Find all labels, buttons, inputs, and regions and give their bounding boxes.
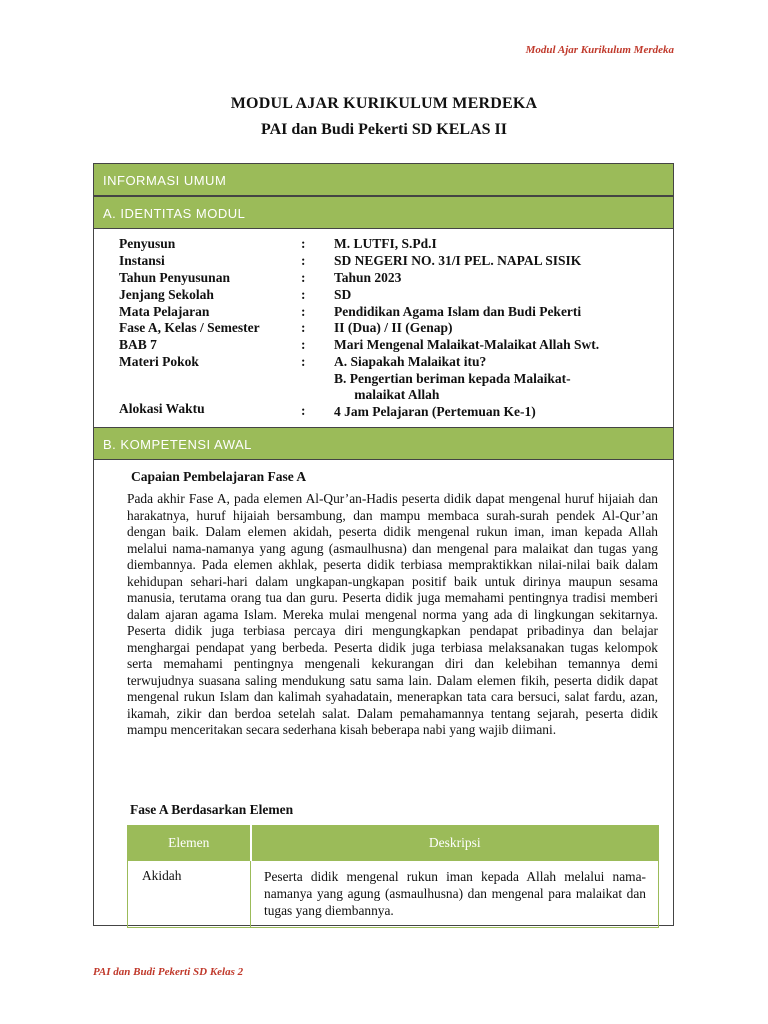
document-title: MODUL AJAR KURIKULUM MERDEKA [230,95,538,112]
identitas-label: BAB 7 [119,337,157,352]
table-header-elemen: Elemen [128,826,251,861]
identitas-colon: : [301,354,306,369]
table-cell-elemen: Akidah [128,861,251,928]
identitas-value: SD [334,287,352,302]
running-footer: PAI dan Budi Pekerti SD Kelas 2 [93,966,244,978]
table-row [128,861,659,928]
identitas-value: II (Dua) / II (Genap) [334,320,453,335]
identitas-value: 4 Jam Pelajaran (Pertemuan Ke-1) [334,404,536,419]
identitas-colon: : [301,287,306,302]
cp-paragraph: Pada akhir Fase A, pada elemen Al-Qur’an-Hadis peserta didik dapat mengenal huruf hijaiah dan harakatnya, huruf hijaiah bersambung, dan mampu membaca surah-surah pendek Al-Qur’an dengan baik. Dalam elemen akidah, peserta didik mengenal rukun iman, iman kepada Allah melalui nama-namanya yang agung (asmaulhusna) dan mengenal para malaikat dan tugas yang diembannya. Pada elemen akhlak, peserta didik terbiasa mempraktikkan nilai-nilai baik dalam kehidupan sehari-hari dalam ungkapan-ungkapan positif baik untuk dirinya maupun sesama manusia, terutama orang tua dan guru. Peserta didik juga memahami pentingnya tradisi memberi dalam ajaran agama Islam. Mereka mulai mengenal norma yang ada di lingkungan sekitarnya. Peserta didik juga terbiasa percaya diri mengungkapkan pendapat pribadinya dan belajar menghargai pendapat yang berbeda. Peserta didik juga terbiasa melaksanakan tugas kelompok serta memahami pentingnya mengenali kekurangan diri dan kelebihan temannya demi terwujudnya suasana saling mendukung satu sama lain. Dalam elemen fikih, peserta didik dapat mengenal rukun Islam dan kalimah syahadatain, menerapkan tata cara bersuci, salat fardu, azan, ikamah, zikir dan berdoa setelah salat. Dalam pemahamannya tentang sejarah, peserta didik mampu menceritakan secara sederhana kisah beberapa nabi yang wajib diimani. [127,491,658,737]
identitas-label: Instansi [119,253,165,268]
section-bar-informasi-umum: INFORMASI UMUM [93,163,674,196]
identitas-label: Alokasi Waktu [119,401,205,416]
identitas-colon: : [301,253,306,268]
identitas-value: Pendidikan Agama Islam dan Budi Pekerti [334,304,582,319]
identitas-colon: : [301,320,306,335]
identitas-value: A. Siapakah Malaikat itu? [334,354,487,369]
table-cell-deskripsi: Peserta didik mengenal rukun iman kepada Allah melalui nama-namanya yang agung (asmaulhusna) dan mengenal para malaikat dan tugas yang diembannya. [251,861,659,928]
identitas-value: Mari Mengenal Malaikat-Malaikat Allah Swt. [334,337,600,352]
fase-heading: Fase A Berdasarkan Elemen [130,802,294,817]
identitas-label: Penyusun [119,236,176,251]
identitas-label: Tahun Penyusunan [119,270,230,285]
identitas-value: Tahun 2023 [334,270,402,285]
elemen-table [127,825,659,928]
cp-heading: Capaian Pembelajaran Fase A [131,469,307,484]
identitas-label: Materi Pokok [119,354,199,369]
section-bar-identitas-modul: A. IDENTITAS MODUL [93,196,674,229]
identitas-value: B. Pengertian beriman kepada Malaikat- [334,371,571,386]
identitas-label: Jenjang Sekolah [119,287,214,302]
section-bar-kompetensi-awal: B. KOMPETENSI AWAL [93,427,674,460]
identitas-colon: : [301,236,306,251]
identitas-colon: : [301,304,306,319]
table-header-deskripsi: Deskripsi [251,826,659,861]
identitas-colon: : [301,403,306,418]
document-subtitle: PAI dan Budi Pekerti SD KELAS II [261,121,507,138]
identitas-value: SD NEGERI NO. 31/I PEL. NAPAL SISIK [334,253,582,268]
identitas-label: Fase A, Kelas / Semester [119,320,260,335]
running-header: Modul Ajar Kurikulum Merdeka [525,44,674,56]
identitas-label: Mata Pelajaran [119,304,210,319]
identitas-colon: : [301,270,306,285]
identitas-value: M. LUTFI, S.Pd.I [334,236,437,251]
identitas-value: malaikat Allah [334,387,440,402]
identitas-colon: : [301,337,306,352]
